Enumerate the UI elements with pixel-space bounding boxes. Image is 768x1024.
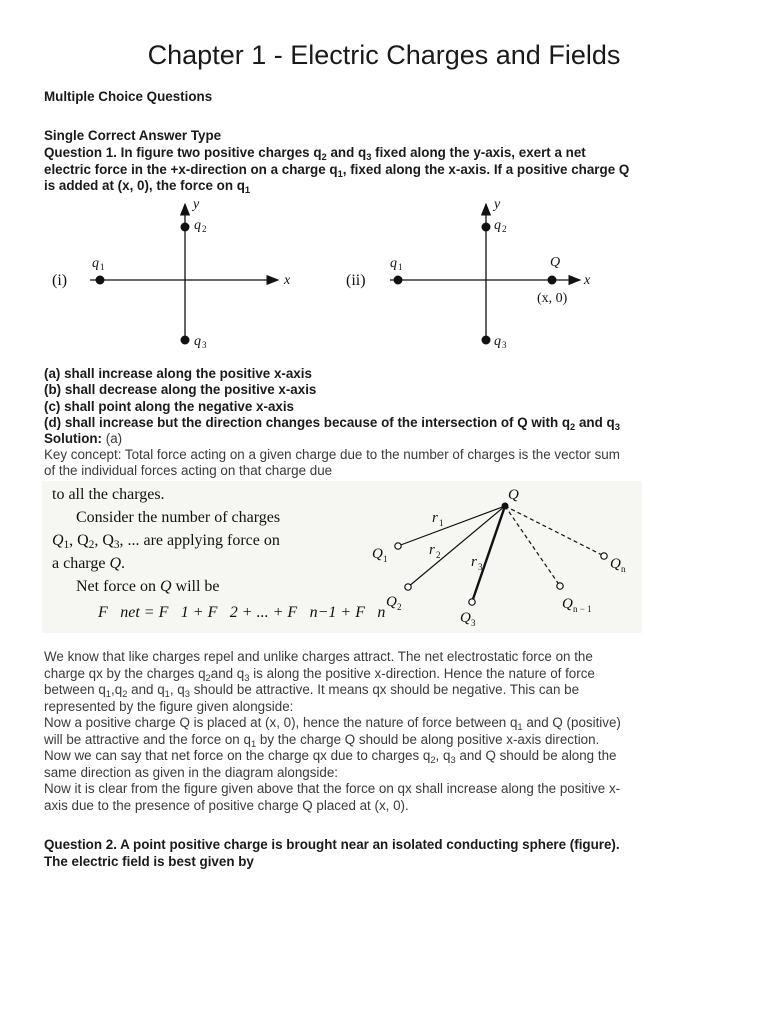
label-i: (i) xyxy=(52,272,68,289)
svg-text:y: y xyxy=(193,197,200,212)
svg-text:r: r xyxy=(471,554,477,570)
charge-q3-ii xyxy=(482,336,491,345)
svg-text:Q: Q xyxy=(562,596,573,612)
svg-text:r: r xyxy=(432,510,438,526)
figure-charges-axes xyxy=(40,194,600,366)
question-2: Question 2. A point positive charge is brought near an isolated conducting sphere (figure). The electric field is best given by xyxy=(44,837,620,869)
section-heading: Multiple Choice Questions xyxy=(44,89,213,104)
charge-q3-i xyxy=(181,336,190,345)
svg-text:n − 1: n − 1 xyxy=(573,604,592,614)
svg-text:Q: Q xyxy=(550,255,561,270)
svg-text:Q: Q xyxy=(386,594,397,610)
page-title: Chapter 1 - Electric Charges and Fields xyxy=(147,40,621,70)
svg-text:Q: Q xyxy=(460,610,471,626)
svg-text:3: 3 xyxy=(478,562,483,572)
solution-line: Solution: (a) xyxy=(44,431,123,446)
subsection-heading: Single Correct Answer Type xyxy=(44,128,222,143)
key-concept-1: Key concept: Total force acting on a given charge due to the number of charges is the vector sum xyxy=(44,447,620,462)
svg-text:2: 2 xyxy=(202,224,207,234)
svg-text:y: y xyxy=(494,197,501,212)
svg-text:1: 1 xyxy=(398,262,403,272)
svg-text:x: x xyxy=(584,273,591,288)
svg-text:x: x xyxy=(284,273,291,288)
svg-text:1: 1 xyxy=(439,518,444,528)
svg-text:q: q xyxy=(194,218,201,233)
charge-q1-ii xyxy=(394,276,403,285)
svg-text:3: 3 xyxy=(202,340,207,350)
net-force-equation: F⃗net = F⃗1 + F⃗2 + ... + F⃗n−1 + F⃗n xyxy=(98,604,386,621)
svg-text:Q: Q xyxy=(508,487,519,503)
svg-text:r: r xyxy=(429,542,435,558)
svg-text:Q: Q xyxy=(372,546,383,562)
svg-text:q: q xyxy=(92,256,99,271)
svg-text:2: 2 xyxy=(502,224,507,234)
charge-q2-i xyxy=(181,223,190,232)
charge-q1-i xyxy=(96,276,105,285)
figure-force-on-Q xyxy=(360,484,640,630)
svg-text:Q: Q xyxy=(610,556,621,572)
svg-text:q: q xyxy=(194,334,201,349)
svg-text:q: q xyxy=(494,218,501,233)
option-a: (a) shall increase along the positive x-axis xyxy=(44,366,312,381)
svg-text:3: 3 xyxy=(471,618,476,628)
question-1: Question 1. In figure two positive charges $q_2$ and $q_3$ fixed along the y-axis, exert a net electric force in the +x-direction on a charge $q_1$, fixed along the x-axis. If a positive charge Q is added at (x, 0), the force on $q_1$ xyxy=(44,145,630,195)
svg-text:2: 2 xyxy=(436,550,441,560)
svg-text:2: 2 xyxy=(397,602,402,612)
charge-q2-ii xyxy=(482,223,491,232)
svg-text:(x, 0): (x, 0) xyxy=(537,291,568,306)
svg-text:q: q xyxy=(494,334,501,349)
svg-text:n: n xyxy=(621,564,626,574)
option-c: (c) shall point along the negative x-axis xyxy=(44,399,295,414)
option-b: (b) shall decrease along the positive x-axis xyxy=(44,382,317,397)
label-ii: (ii) xyxy=(346,272,366,289)
explanation-paragraph: We know that like charges repel and unlike charges attract. The net electrostatic force on the charge qx by the charges $q_2and$ $q_3$ is along the positive x-direction. Hence the nature of force between $q_1,q_2$ and $q_1$, $q_3$ should be attractive. It means qx should be negative. This can be represented by the figure given alongside: Now a positive charge Q is placed at (x, 0), hence the nature of force between $q_1$ and Q (positive) will be attractive and the force on $q_1$ by the charge Q should be along positive x-axis direction. Now we can say that net force on the charge qx due to charges $q_2$, $q_3$ and Q should be along the same direction as given in the diagram alongside: Now it is clear from the figure given above that the force on qx shall increase along the positive x- axis due to the presence of positive charge Q placed at (x, 0). xyxy=(44,649,621,813)
svg-text:q: q xyxy=(390,256,397,271)
option-d: (d) shall increase but the direction changes because of the intersection of Q with $q_2$ and $q_3$ xyxy=(44,415,620,432)
scanned-text: to all the charges. Consider the number of charges $Q_1$, $Q_2$, $Q_3$, ... are applying force on a charge Q. Net force on Q will be xyxy=(52,486,281,595)
svg-text:1: 1 xyxy=(100,262,105,272)
charge-Q-ii xyxy=(548,276,557,285)
svg-text:3: 3 xyxy=(502,340,507,350)
svg-text:1: 1 xyxy=(383,554,388,564)
key-concept-2: of the individual forces acting on that charge due xyxy=(44,463,333,478)
